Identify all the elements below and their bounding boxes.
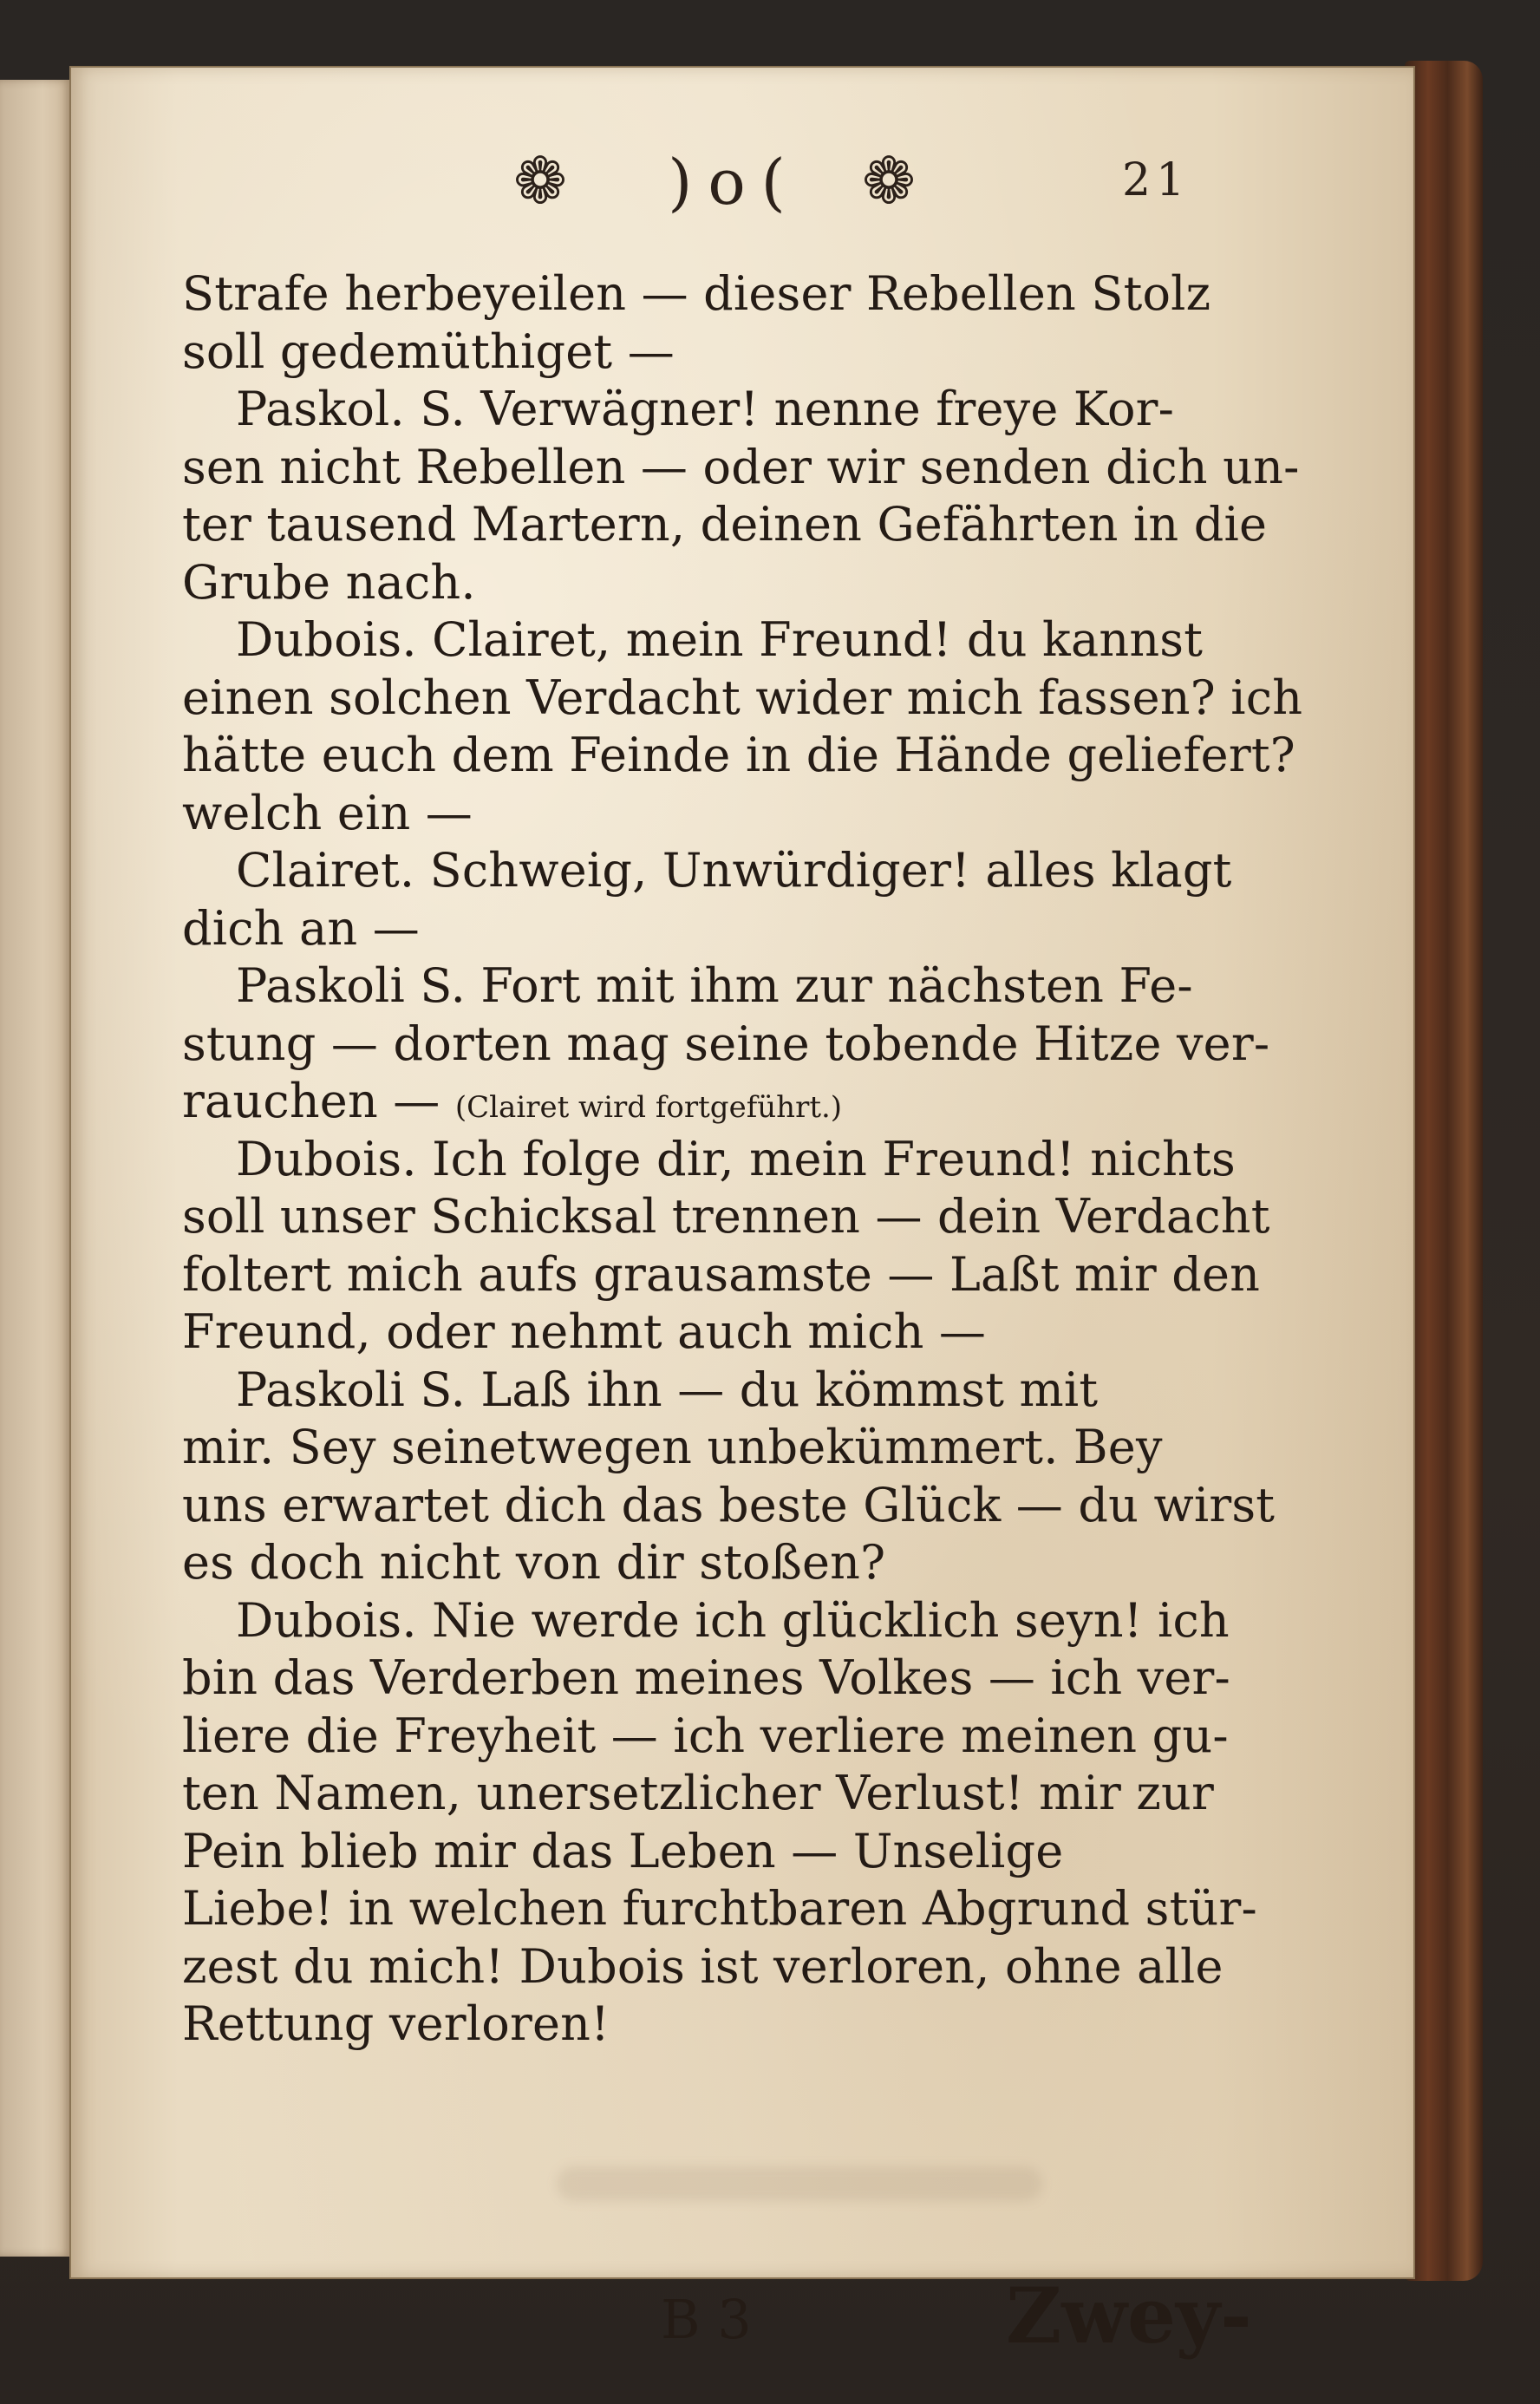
facing-page-edge xyxy=(0,80,71,2257)
page-number: 21 xyxy=(1122,154,1191,206)
text-line xyxy=(182,1592,1335,1650)
line-text: Freund, oder nehmt auch mich — xyxy=(182,1304,987,1359)
text-line xyxy=(182,1880,1335,1938)
line-text: bin das Verderben meines Volkes — ich ver- xyxy=(182,1650,1231,1705)
text-line xyxy=(182,1534,1335,1592)
line-text: Pein blieb mir das Leben — Unselige xyxy=(182,1823,1064,1878)
line-text: es doch nicht von dir stoßen? xyxy=(182,1535,886,1590)
line-text: uns erwartet dich das beste Glück — du wirst xyxy=(182,1477,1276,1532)
text-line xyxy=(182,727,1335,785)
text-line xyxy=(182,670,1335,728)
text-line xyxy=(182,1362,1335,1420)
text-line xyxy=(182,900,1335,958)
text-line xyxy=(182,323,1335,382)
line-text: einen solchen Verdacht wider mich fassen? ich xyxy=(182,670,1303,725)
line-text: sen nicht Rebellen — oder wir senden dich un- xyxy=(182,439,1300,494)
line-text: foltert mich aufs grausamste — Laßt mir den xyxy=(182,1246,1261,1302)
header-ornament: )o( xyxy=(668,146,801,219)
line-text: Paskoli S. Laß ihn — du kömmst mit xyxy=(236,1362,1099,1417)
text-line xyxy=(182,611,1335,670)
line-text: zest du mich! Dubois ist verloren, ohne alle xyxy=(182,1938,1224,1994)
line-text: Grube nach. xyxy=(182,554,476,610)
text-line xyxy=(182,785,1335,843)
text-line xyxy=(182,1131,1335,1189)
line-text: soll unser Schicksal trennen — dein Verdacht xyxy=(182,1189,1270,1244)
line-text: Paskol. S. Verwägner! nenne freye Kor- xyxy=(236,382,1175,436)
text-line xyxy=(182,1477,1335,1535)
book-cover-edge xyxy=(1405,61,1483,2281)
text-line xyxy=(182,1246,1335,1304)
text-line xyxy=(182,957,1335,1016)
line-text: Clairet. Schweig, Unwürdiger! alles klagt xyxy=(236,843,1232,898)
text-line xyxy=(182,1419,1335,1477)
line-text: ter tausend Martern, deinen Gefährten in die xyxy=(182,497,1268,552)
line-text: mir. Sey seinetwegen unbekümmert. Bey xyxy=(182,1420,1163,1474)
line-text: Dubois. Nie werde ich glücklich seyn! ich xyxy=(236,1592,1230,1648)
stage-direction: (Clairet wird fortgeführt.) xyxy=(454,1090,843,1125)
flower-ornament-icon: ❁ xyxy=(513,144,568,219)
line-text: Liebe! in welchen furchtbaren Abgrund stür- xyxy=(182,1881,1257,1936)
text-line xyxy=(182,439,1335,497)
text-line xyxy=(182,1073,1335,1131)
text-line xyxy=(182,842,1335,900)
flower-ornament-icon: ❁ xyxy=(862,144,917,219)
text-line xyxy=(182,496,1335,554)
line-text: dich an — xyxy=(182,900,420,956)
line-text: welch ein — xyxy=(182,785,473,840)
text-line xyxy=(182,1303,1335,1362)
line-text: liere die Freyheit — ich verliere meinen gu- xyxy=(182,1708,1229,1763)
text-line xyxy=(182,554,1335,612)
line-text: hätte euch dem Feinde in die Hände geliefert? xyxy=(182,728,1295,782)
body-text xyxy=(182,265,1335,2054)
text-line xyxy=(182,1765,1335,1823)
show-through-shadow xyxy=(557,2166,1042,2201)
text-line xyxy=(182,1649,1335,1708)
text-line xyxy=(182,381,1335,439)
line-text: stung — dorten mag seine tobende Hitze ver- xyxy=(182,1016,1270,1071)
line-text: soll gedemüthiget — xyxy=(182,323,675,379)
book-page xyxy=(71,68,1413,2361)
line-text: Paskoli S. Fort mit ihm zur nächsten Fe- xyxy=(236,958,1193,1013)
text-line xyxy=(182,265,1335,323)
line-text: Dubois. Clairet, mein Freund! du kannst xyxy=(236,612,1204,667)
line-text: Dubois. Ich folge dir, mein Freund! nichts xyxy=(236,1131,1236,1186)
line-text: rauchen — xyxy=(182,1074,440,1128)
line-text: Strafe herbeyeilen — dieser Rebellen Stolz xyxy=(182,266,1211,321)
text-line xyxy=(182,1938,1335,1996)
signature-mark: B 3 xyxy=(661,2288,752,2351)
text-line xyxy=(182,1016,1335,1074)
text-line xyxy=(182,1823,1335,1881)
line-text: ten Namen, unersetzlicher Verlust! mir zur xyxy=(182,1766,1214,1820)
line-text: Rettung verloren! xyxy=(182,1996,610,2051)
text-line xyxy=(182,1188,1335,1246)
text-line xyxy=(182,1708,1335,1766)
catchword: Zwey- xyxy=(1006,2270,1252,2361)
text-line xyxy=(182,1996,1335,2054)
